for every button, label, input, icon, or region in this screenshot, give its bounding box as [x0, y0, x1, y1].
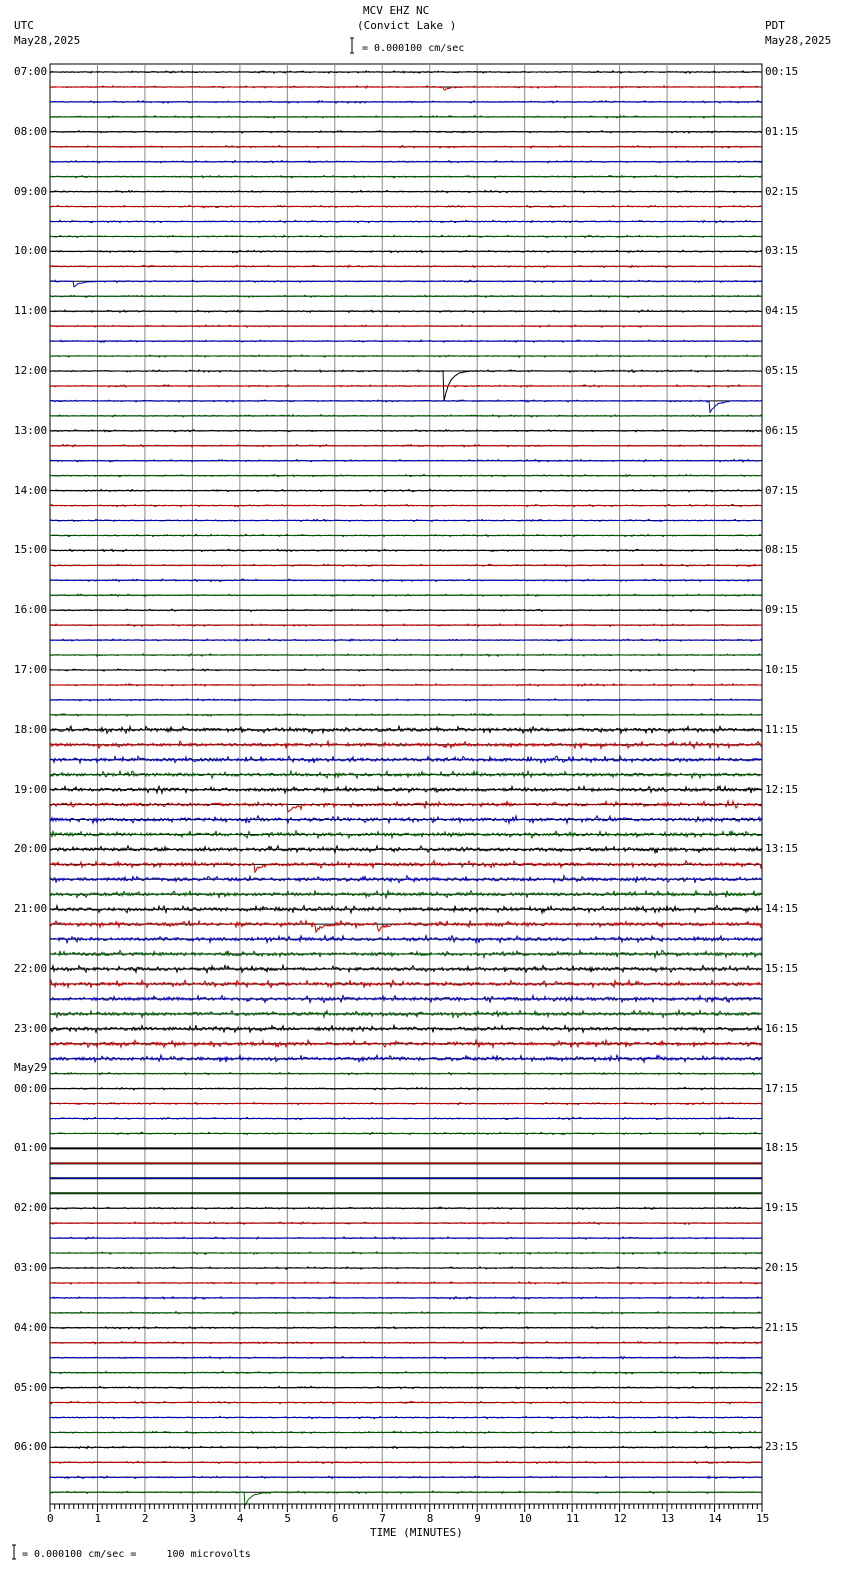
x-tick-label: 7 [379, 1512, 386, 1525]
seismic-trace [50, 549, 762, 551]
seismic-trace [50, 1476, 762, 1478]
seismic-trace [50, 445, 762, 447]
seismic-trace [50, 936, 762, 943]
pdt-hour-label: 06:15 [765, 423, 799, 437]
footer-scale: = 0.000100 cm/sec = 100 microvolts [22, 1549, 251, 1560]
utc-hour-label: 07:00 [14, 65, 48, 78]
seismic-trace [50, 1267, 762, 1269]
x-tick-label: 4 [236, 1512, 244, 1525]
x-tick-label: 10 [518, 1512, 532, 1525]
pdt-hour-label: 13:15 [765, 842, 799, 856]
seismic-trace [50, 1132, 762, 1134]
x-tick-label: 14 [708, 1512, 722, 1525]
pdt-hour-label: 15:15 [765, 962, 799, 975]
seismic-trace [50, 280, 762, 287]
date-change-label: May29 [14, 1061, 48, 1074]
left-date: May28,2025 [14, 34, 81, 47]
x-tick-label: 8 [426, 1512, 434, 1525]
pdt-hour-label: 01:15 [765, 124, 799, 138]
seismic-trace [50, 340, 762, 342]
pdt-hour-label: 19:15 [765, 1201, 799, 1215]
plot-frame [50, 64, 762, 1504]
seismic-trace [50, 741, 762, 748]
pdt-hour-label: 04:15 [765, 304, 799, 318]
seismic-trace [50, 669, 762, 671]
x-tick-label: 0 [47, 1512, 54, 1525]
seismic-trace [50, 400, 762, 413]
x-tick-label: 15 [756, 1512, 770, 1525]
seismic-trace [50, 265, 762, 268]
seismic-trace [50, 385, 762, 387]
seismic-trace [50, 220, 762, 222]
seismic-trace [50, 355, 762, 357]
utc-hour-label: 00:00 [14, 1081, 48, 1095]
seismic-trace [50, 579, 762, 581]
seismic-trace [50, 1222, 762, 1225]
seismic-trace [50, 624, 762, 627]
seismic-trace [50, 430, 762, 432]
seismic-trace [50, 176, 762, 178]
utc-hour-label: 01:00 [14, 1141, 48, 1155]
pdt-hour-label: 20:15 [765, 1261, 799, 1274]
seismic-trace [50, 921, 762, 933]
pdt-hour-label: 18:15 [765, 1141, 799, 1155]
x-tick-label: 3 [189, 1512, 197, 1525]
utc-hour-label: 04:00 [14, 1320, 48, 1334]
seismic-trace [50, 639, 762, 641]
x-tick-label: 5 [284, 1512, 291, 1525]
scale-label: = 0.000100 cm/sec [362, 43, 465, 54]
seismic-trace [50, 235, 762, 238]
seismic-trace [50, 801, 762, 812]
station-title: MCV EHZ NC [363, 4, 430, 17]
seismic-trace [50, 71, 762, 73]
seismic-trace [50, 1416, 762, 1418]
seismic-trace [50, 1327, 762, 1329]
seismic-trace [50, 1117, 762, 1119]
right-timezone: PDT [765, 19, 785, 32]
seismic-trace [50, 1461, 762, 1463]
utc-hour-label: 10:00 [14, 244, 48, 258]
seismic-trace [50, 460, 762, 462]
x-tick-label: 2 [141, 1512, 149, 1525]
utc-hour-label: 05:00 [14, 1380, 48, 1394]
pdt-hour-label: 21:15 [765, 1320, 799, 1334]
pdt-hour-label: 02:15 [765, 184, 799, 198]
pdt-hour-label: 08:15 [765, 543, 799, 557]
seismic-trace [50, 861, 762, 873]
site-name: (Convict Lake ) [357, 19, 457, 32]
seismic-trace [50, 1386, 762, 1388]
seismic-trace [50, 295, 762, 298]
pdt-hour-label: 05:15 [765, 364, 799, 377]
right-date: May28,2025 [765, 34, 832, 47]
seismic-trace [50, 534, 762, 536]
seismic-trace [50, 1282, 762, 1285]
seismic-trace [50, 161, 762, 163]
x-axis-title: TIME (MINUTES) [370, 1526, 463, 1539]
pdt-hour-label: 23:15 [765, 1440, 799, 1454]
pdt-hour-label: 00:15 [765, 65, 799, 78]
pdt-hour-label: 14:15 [765, 902, 799, 916]
seismic-trace [50, 489, 762, 491]
seismic-trace [50, 250, 762, 252]
utc-hour-label: 11:00 [14, 304, 48, 318]
seismic-trace [50, 1297, 762, 1299]
pdt-hour-label: 11:15 [765, 722, 799, 736]
x-tick-label: 6 [331, 1512, 339, 1525]
seismic-trace [50, 519, 762, 521]
x-tick-label: 11 [566, 1512, 580, 1525]
scale-bar-icon [350, 38, 354, 53]
utc-hour-label: 13:00 [14, 423, 48, 437]
pdt-hour-label: 16:15 [765, 1021, 799, 1035]
utc-hour-label: 06:00 [14, 1440, 48, 1454]
pdt-hour-label: 10:15 [765, 663, 799, 676]
seismic-trace [50, 684, 762, 687]
seismic-trace [50, 714, 762, 717]
seismic-trace [50, 654, 762, 657]
utc-hour-label: 14:00 [14, 483, 48, 497]
utc-hour-label: 03:00 [14, 1261, 48, 1274]
pdt-hour-label: 03:15 [765, 244, 799, 258]
pdt-hour-label: 12:15 [765, 782, 799, 796]
pdt-hour-label: 07:15 [765, 483, 799, 497]
seismic-trace [50, 86, 762, 90]
utc-hour-label: 22:00 [14, 962, 48, 975]
seismic-trace [50, 564, 762, 567]
utc-hour-label: 08:00 [14, 124, 48, 138]
seismic-trace [50, 101, 762, 103]
x-tick-label: 1 [94, 1512, 102, 1525]
seismic-trace [50, 1072, 762, 1075]
seismic-trace [50, 1252, 762, 1255]
seismic-trace [50, 594, 762, 597]
utc-hour-label: 19:00 [14, 782, 48, 796]
seismic-trace [50, 190, 762, 192]
seismic-trace [50, 325, 762, 327]
x-tick-label: 12 [613, 1512, 627, 1525]
utc-hour-label: 16:00 [14, 603, 48, 617]
x-tick-label: 13 [661, 1512, 675, 1525]
seismic-trace [50, 310, 762, 312]
seismic-trace [50, 1446, 762, 1448]
pdt-hour-label: 17:15 [765, 1081, 799, 1095]
pdt-hour-label: 22:15 [765, 1380, 799, 1394]
seismic-trace [50, 131, 762, 133]
seismic-trace [50, 116, 762, 119]
utc-hour-label: 02:00 [14, 1201, 48, 1215]
seismic-trace [50, 415, 762, 418]
utc-hour-label: 15:00 [14, 543, 48, 557]
seismic-trace [50, 1087, 762, 1089]
seismic-trace [50, 146, 762, 149]
utc-hour-label: 18:00 [14, 722, 48, 736]
seismic-trace [50, 1357, 762, 1359]
utc-hour-label: 20:00 [14, 842, 48, 856]
seismic-trace [50, 965, 762, 972]
utc-hour-label: 21:00 [14, 902, 48, 916]
seismic-trace [50, 609, 762, 611]
seismic-trace [50, 504, 762, 507]
utc-hour-label: 12:00 [14, 364, 48, 377]
utc-hour-label: 23:00 [14, 1021, 48, 1035]
seismic-trace [50, 1342, 762, 1344]
footer-scale-bar-icon [12, 1545, 16, 1559]
seismic-trace [50, 891, 762, 898]
utc-hour-label: 09:00 [14, 184, 48, 198]
x-tick-label: 9 [474, 1512, 481, 1525]
utc-hour-label: 17:00 [14, 663, 48, 676]
pdt-hour-label: 09:15 [765, 603, 799, 617]
seismic-trace [50, 1207, 762, 1209]
left-timezone: UTC [14, 19, 34, 32]
